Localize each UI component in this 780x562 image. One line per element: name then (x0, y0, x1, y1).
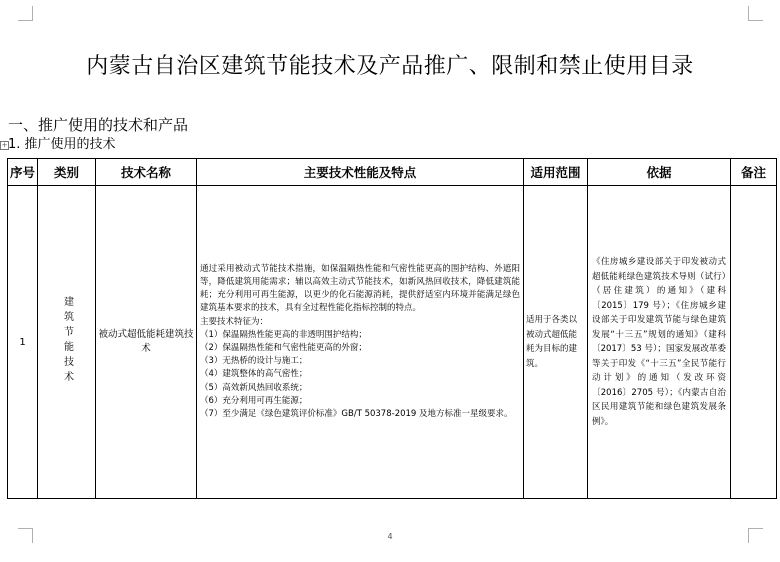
header-category: 类别 (38, 159, 96, 186)
features-list-title: 主要技术特征为： (200, 316, 269, 327)
technology-catalog-table (7, 158, 777, 499)
row-category: 建筑节能技术 (61, 295, 73, 386)
crop-mark-top-left (18, 6, 33, 21)
section-heading: 一、推广使用的技术和产品 (8, 116, 189, 134)
header-scope: 适用范围 (524, 159, 588, 186)
table-header-row (8, 159, 777, 186)
row-notes (731, 186, 777, 499)
document-title: 内蒙古自治区建筑节能技术及产品推广、限制和禁止使用目录 (86, 54, 694, 79)
header-index: 序号 (8, 159, 38, 186)
features-item: （3）无热桥的设计与施工； (200, 356, 308, 367)
header-features: 主要技术性能及特点 (197, 159, 524, 186)
features-item: （2）保温隔热性能和气密性能更高的外窗； (200, 343, 367, 353)
row-basis: 《住房城乡建设部关于印发被动式超低能耗绿色建筑技术导则（试行）（居住建筑）的通知》（建科〔2015〕179 号）；《住房城乡建设部关于印发建筑节能与绿色建筑发展“十三五”规划的通知》（建科〔2017〕53 号）；国家发展改革委等关于印发《“十三五”全民节能行动计划》的通知（发改环资〔2016〕2705 号）；《内蒙古自治区民用建筑节能和绿色建筑发展条例》。 (588, 186, 731, 499)
row-index: 1 (8, 186, 38, 499)
features-intro: 通过采用被动式节能技术措施，如保温隔热性能和气密性能更高的围护结构、外遮阳等，降低建筑用能需求；辅以高效主动式节能技术，如新风热回收技术，降低建筑能耗；充分利用可再生能源，以更少的化石能源消耗，提供舒适室内环境并能满足绿色建筑基本要求的技术，具有全过程性能化指标控制的特点。 (200, 263, 520, 314)
features-item: （4）建筑整体的高气密性； (200, 369, 308, 380)
table-anchor-icon[interactable]: + (1, 141, 8, 149)
crop-mark-top-right (748, 6, 763, 21)
features-item: （7）至少满足《绿色建筑评价标准》GB/T 50378-2019 及地方标准一星级要求。 (200, 409, 513, 420)
row-technology-name: 被动式超低能耗建筑技术 (96, 186, 197, 499)
table-row (8, 186, 777, 499)
header-name: 技术名称 (96, 159, 197, 186)
row-category-cell (38, 186, 96, 499)
row-scope: 适用于各类以被动式超低能耗为目标的建筑。 (524, 186, 588, 499)
features-item: （6）充分利用可再生能源； (200, 395, 308, 406)
features-item: （1）保温隔热性能更高的非透明围护结构； (200, 329, 367, 340)
header-notes: 备注 (731, 159, 777, 186)
row-features (197, 186, 524, 499)
page-number: 4 (387, 532, 393, 541)
sub-heading: 1. 推广使用的技术 (8, 137, 116, 152)
features-item: （5）高效新风热回收系统； (200, 382, 308, 393)
header-basis: 依据 (588, 159, 731, 186)
